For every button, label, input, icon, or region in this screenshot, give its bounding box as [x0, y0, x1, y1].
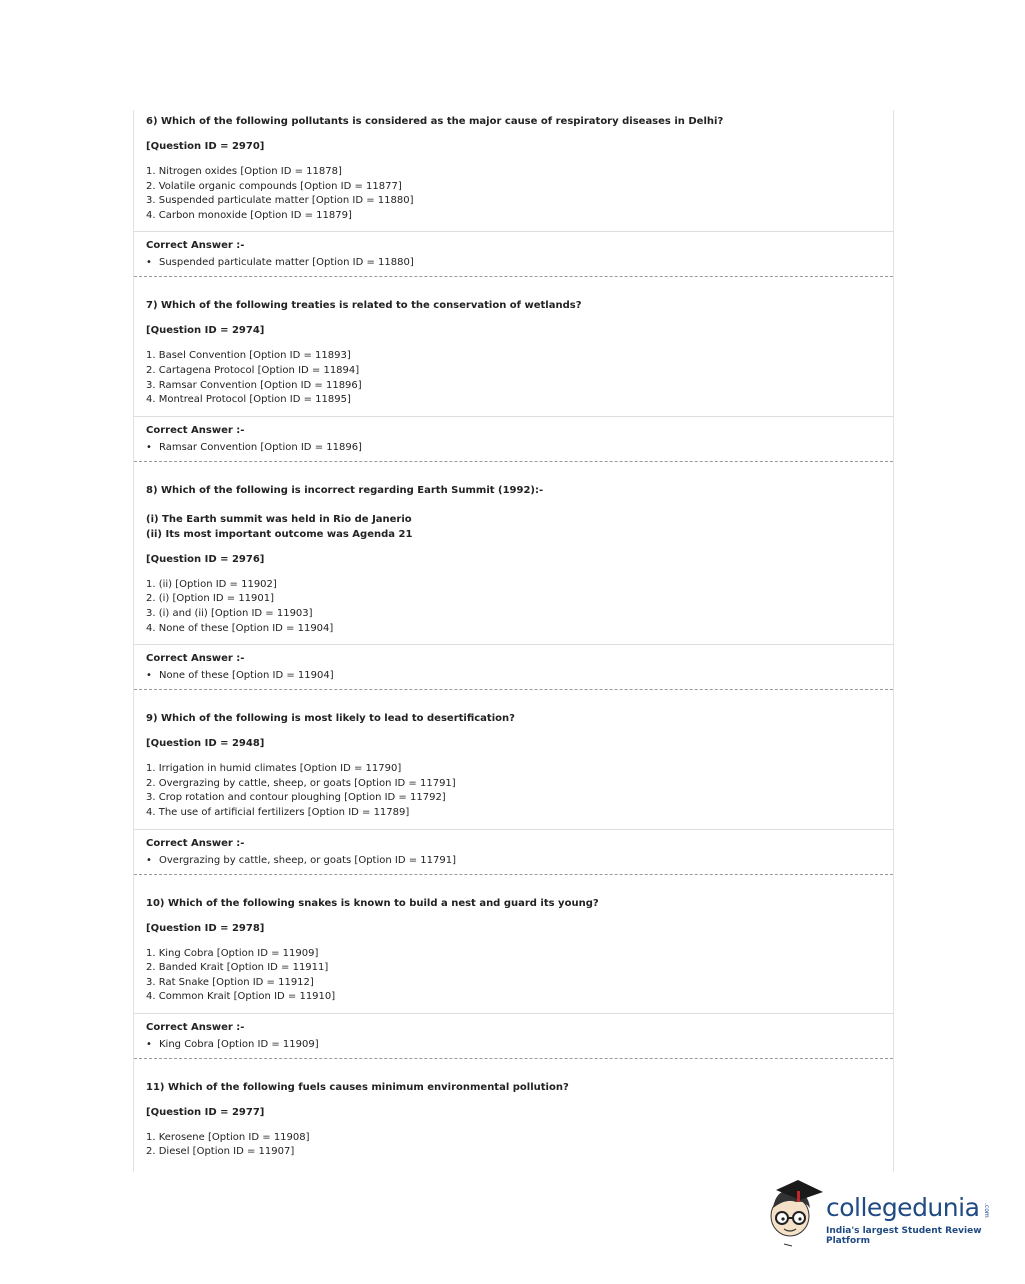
option-list: [146, 578, 881, 636]
answer-section: [134, 231, 893, 276]
correct-answer: [146, 669, 881, 683]
answer-text: None of these [Option ID = 11904]: [159, 670, 334, 682]
option-item: 4. The use of artificial fertilizers [Option ID = 11789]: [146, 806, 410, 818]
option-item: 2. Overgrazing by cattle, sheep, or goats [Option ID = 11791]: [146, 777, 456, 789]
question-block-9: [134, 690, 893, 874]
question-title: 6) Which of the following pollutants is considered as the major cause of respiratory diseases in Delhi?: [146, 116, 724, 127]
answer-label: Correct Answer :-: [146, 1021, 245, 1033]
option-item: 2. Banded Krait [Option ID = 11911]: [146, 962, 329, 974]
option-item: 4. Common Krait [Option ID = 11910]: [146, 991, 336, 1003]
question-id: [Question ID = 2974]: [146, 325, 265, 337]
option-item: 2. Cartagena Protocol [Option ID = 11894]: [146, 364, 360, 376]
correct-answer: [146, 256, 881, 270]
bullet-icon: •: [146, 441, 152, 453]
question-id: [Question ID = 2978]: [146, 922, 265, 934]
option-list: [146, 947, 881, 1005]
question-title: 7) Which of the following treaties is related to the conservation of wetlands?: [146, 300, 582, 312]
option-item: 1. King Cobra [Option ID = 11909]: [146, 947, 319, 959]
answer-label: Correct Answer :-: [146, 424, 245, 436]
bullet-icon: •: [146, 1038, 152, 1050]
correct-answer: [146, 854, 881, 868]
answer-label: Correct Answer :-: [146, 837, 245, 849]
question-id: [Question ID = 2970]: [146, 141, 265, 152]
option-item: 4. None of these [Option ID = 11904]: [146, 622, 334, 634]
answer-text: Ramsar Convention [Option ID = 11896]: [159, 441, 362, 453]
answer-section: [134, 1013, 893, 1058]
option-item: 1. Kerosene [Option ID = 11908]: [146, 1131, 310, 1143]
option-item: 2. Diesel [Option ID = 11907]: [146, 1146, 295, 1158]
logo-wordmark: collegedunia: [826, 1193, 980, 1222]
option-list: [146, 165, 881, 223]
question-block-10: [134, 875, 893, 1059]
question-title: 11) Which of the following fuels causes minimum environmental pollution?: [146, 1081, 569, 1093]
answer-label: Correct Answer :-: [146, 653, 245, 665]
option-list: [146, 762, 881, 820]
option-item: 1. Nitrogen oxides [Option ID = 11878]: [146, 166, 342, 177]
option-item: 3. Suspended particulate matter [Option ID = 11880]: [146, 195, 414, 207]
answer-label: Correct Answer :-: [146, 240, 245, 252]
question-id: [Question ID = 2976]: [146, 553, 265, 565]
question-id: [Question ID = 2977]: [146, 1106, 265, 1118]
correct-answer: [146, 1038, 881, 1052]
option-item: 1. Irrigation in humid climates [Option ID = 11790]: [146, 763, 402, 775]
logo-suffix: .com: [983, 1203, 990, 1218]
question-block-11: [134, 1059, 893, 1168]
question-title: 8) Which of the following is incorrect regarding Earth Summit (1992):-: [146, 484, 544, 496]
option-item: 1. (ii) [Option ID = 11902]: [146, 578, 277, 590]
bullet-icon: •: [146, 854, 152, 866]
answer-text: King Cobra [Option ID = 11909]: [159, 1038, 319, 1050]
option-item: 4. Montreal Protocol [Option ID = 11895]: [146, 394, 351, 406]
correct-answer: [146, 441, 881, 455]
option-item: 3. Crop rotation and contour ploughing [Option ID = 11792]: [146, 792, 446, 804]
question-title: 9) Which of the following is most likely to lead to desertification?: [146, 713, 515, 725]
option-item: 2. Volatile organic compounds [Option ID = 11877]: [146, 180, 402, 192]
answer-section: [134, 644, 893, 689]
option-item: 3. (i) and (ii) [Option ID = 11903]: [146, 607, 313, 619]
option-list: [146, 1131, 881, 1160]
logo-tagline: India's largest Student Review Platform: [826, 1226, 982, 1246]
option-item: 3. Ramsar Convention [Option ID = 11896]: [146, 379, 362, 391]
question-id: [Question ID = 2948]: [146, 738, 265, 750]
question-paper: [133, 110, 894, 1172]
answer-text: Overgrazing by cattle, sheep, or goats [Option ID = 11791]: [159, 854, 456, 866]
question-title: 10) Which of the following snakes is known to build a nest and guard its young?: [146, 897, 599, 909]
option-item: 4. Carbon monoxide [Option ID = 11879]: [146, 209, 352, 221]
answer-section: [134, 416, 893, 461]
answer-section: [134, 829, 893, 874]
option-list: [146, 349, 881, 407]
option-item: 3. Rat Snake [Option ID = 11912]: [146, 976, 314, 988]
question-statements: [146, 512, 881, 542]
bullet-icon: •: [146, 670, 152, 682]
question-block-7: [134, 277, 893, 461]
question-block-6: [134, 110, 893, 277]
answer-text: Suspended particulate matter [Option ID = 11880]: [159, 257, 414, 269]
option-item: 1. Basel Convention [Option ID = 11893]: [146, 350, 351, 362]
statement-2: (ii) Its most important outcome was Agenda 21: [146, 528, 413, 540]
bullet-icon: •: [146, 257, 152, 269]
question-block-8: [134, 462, 893, 690]
statement-1: (i) The Earth summit was held in Rio de Janerio: [146, 513, 412, 525]
option-item: 2. (i) [Option ID = 11901]: [146, 593, 275, 605]
